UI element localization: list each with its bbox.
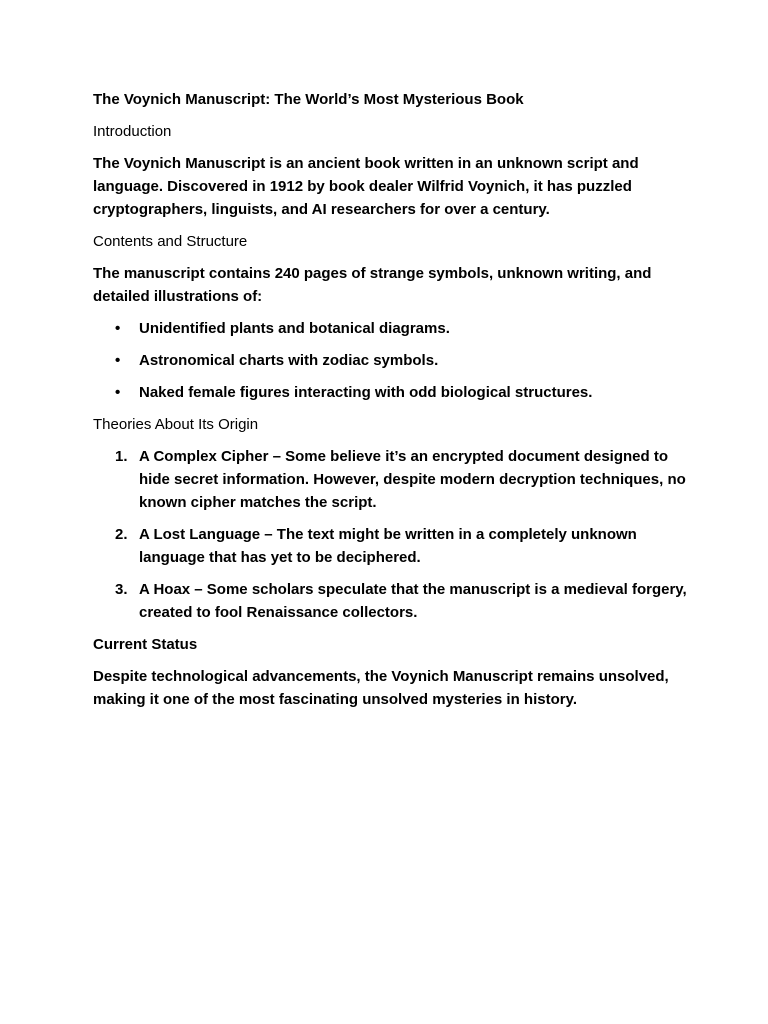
section-heading-current-status: Current Status [93,636,198,653]
bullet-icon: • [115,320,121,337]
list-item [93,523,693,569]
section-heading-introduction: Introduction [93,123,172,140]
document-title: The Voynich Manuscript: The World’s Most Mysterious Book [93,91,524,108]
section-heading-theories: Theories About Its Origin [93,416,259,433]
current-status-paragraph: Despite technological advancements, the Voynich Manuscript remains unsolved, making it one of the most fascinating unsolved mysteries in history. [93,668,669,708]
list-item-text: A Lost Language – The text might be written in a completely unknown language that has yet to be deciphered. [139,526,637,566]
section-heading-contents: Contents and Structure [93,233,248,250]
document-page [93,88,693,720]
list-item-text: A Hoax – Some scholars speculate that the manuscript is a medieval forgery, created to fool Renaissance collectors. [139,581,687,621]
list-item [93,317,693,340]
illustrations-list [93,317,693,404]
contents-paragraph: The manuscript contains 240 pages of strange symbols, unknown writing, and detailed illustrations of: [93,265,652,305]
list-item [93,381,693,404]
list-number: 3. [115,581,128,598]
list-number: 1. [115,448,128,465]
list-item-text: Unidentified plants and botanical diagrams. [139,320,450,337]
list-item-text: A Complex Cipher – Some believe it’s an encrypted document designed to hide secret information. However, despite modern decryption techniques, no known cipher matches the script. [139,448,686,511]
bullet-icon: • [115,352,121,369]
list-item-text: Naked female figures interacting with odd biological structures. [139,384,593,401]
bullet-icon: • [115,384,121,401]
list-item-text: Astronomical charts with zodiac symbols. [139,352,439,369]
list-number: 2. [115,526,128,543]
list-item [93,578,693,624]
introduction-paragraph: The Voynich Manuscript is an ancient book written in an unknown script and language. Discovered in 1912 by book dealer Wilfrid Voynich, it has puzzled cryptographers, linguists, and AI researchers for over a century. [93,155,639,218]
list-item [93,349,693,372]
theories-list [93,445,693,624]
list-item [93,445,693,514]
